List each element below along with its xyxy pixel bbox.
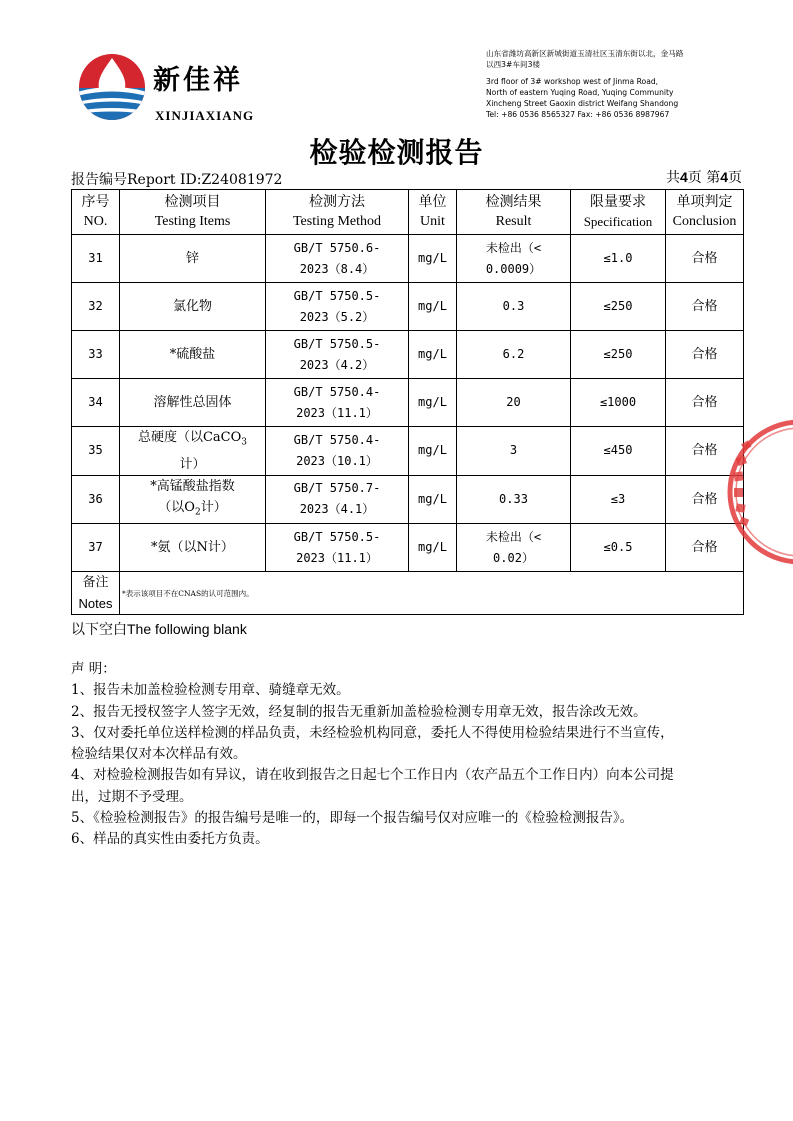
declaration-item: 4、对检验检测报告如有异议，请在收到报告之日起七个工作日内（农产品五个工作日内）向本公司提: [71, 767, 674, 784]
brand-name-cn: 新佳祥: [153, 65, 243, 96]
cell-item: *氨（以N计）: [120, 524, 266, 572]
declaration-item: 3、仅对委托单位送样检测的样品负责，未经检验机构同意，委托人不得使用检验结果进行不当宣传，: [71, 724, 674, 741]
cell-method: GB/T 5750.6- 2023（8.4）: [266, 235, 409, 283]
cell-conclusion: 合格: [666, 283, 744, 331]
cell-result: 6.2: [457, 331, 571, 379]
header-conclusion: 单项判定 Conclusion: [666, 190, 744, 235]
cell-result: 未检出（< 0.02）: [457, 524, 571, 572]
cell-no: 37: [72, 524, 120, 572]
results-table: [71, 189, 744, 615]
report-id: 报告编号Report ID:Z24081972: [71, 172, 283, 188]
notes-label: 备注 Notes: [72, 572, 120, 615]
header-method: 检测方法 Testing Method: [266, 190, 409, 235]
cell-spec: ≤3: [571, 475, 666, 524]
declaration-item: 1、报告未加盖检验检测专用章、骑缝章无效。: [71, 682, 350, 699]
cell-conclusion: 合格: [666, 524, 744, 572]
cell-spec: ≤1000: [571, 379, 666, 427]
cell-item: 氯化物: [120, 283, 266, 331]
following-blank: 以下空白The following blank: [71, 621, 247, 638]
cell-result: 未检出（< 0.0009）: [457, 235, 571, 283]
table-row: [72, 427, 744, 476]
document-title: 检验检测报告: [309, 136, 484, 169]
cell-spec: ≤250: [571, 331, 666, 379]
header-item: 检测项目 Testing Items: [120, 190, 266, 235]
cell-no: 36: [72, 475, 120, 524]
cell-result: 3: [457, 427, 571, 476]
cell-unit: mg/L: [409, 283, 457, 331]
cell-unit: mg/L: [409, 331, 457, 379]
cell-method: GB/T 5750.4- 2023（10.1）: [266, 427, 409, 476]
header-no: 序号 NO.: [72, 190, 120, 235]
cell-conclusion: 合格: [666, 235, 744, 283]
cell-spec: ≤1.0: [571, 235, 666, 283]
cell-unit: mg/L: [409, 475, 457, 524]
cell-method: GB/T 5750.7- 2023（4.1）: [266, 475, 409, 524]
cell-item: 溶解性总固体: [120, 379, 266, 427]
cell-item: 总硬度（以CaCO$_3$ 计）: [120, 427, 266, 476]
cell-no: 32: [72, 283, 120, 331]
notes-row: [72, 572, 744, 615]
declaration-item: 6、样品的真实性由委托方负责。: [71, 831, 269, 848]
cell-unit: mg/L: [409, 427, 457, 476]
cell-method: GB/T 5750.5- 2023（5.2）: [266, 283, 409, 331]
header-result: 检测结果 Result: [457, 190, 571, 235]
cell-spec: ≤250: [571, 283, 666, 331]
declaration-item: 2、报告无授权签字人签字无效，经复制的报告无重新加盖检验检测专用章无效，报告涂改无效。: [71, 703, 647, 720]
cell-method: GB/T 5750.5- 2023（11.1）: [266, 524, 409, 572]
notes-text: *表示该项目不在CNAS的认可范围内。: [120, 572, 744, 615]
address-cn: 山东省潍坊高新区新城街道玉清社区玉清东街以北，金马路 以西3#车间3楼: [486, 49, 684, 69]
header-spec: 限量要求 Specification: [571, 190, 666, 235]
cell-method: GB/T 5750.4- 2023（11.1）: [266, 379, 409, 427]
table-row: [72, 331, 744, 379]
cell-no: 35: [72, 427, 120, 476]
cell-spec: ≤450: [571, 427, 666, 476]
table-header-row: [72, 190, 744, 235]
address-en: 3rd floor of 3# workshop west of Jinma Road, North of eastern Yuqing Road, Yuqing Community Xincheng Street Gaoxin district Weifang Shandong Tel: +86 0536 8565327 Fax: +86 0536 8987967: [486, 77, 679, 119]
cell-conclusion: 合格: [666, 475, 744, 524]
cell-spec: ≤0.5: [571, 524, 666, 572]
declaration-item: 5、《检验检测报告》的报告编号是唯一的，即每一个报告编号仅对应唯一的《检验检测报告》。: [71, 810, 634, 827]
declaration-item: 出，过期不予受理。: [71, 788, 193, 805]
declaration-heading: 声 明：: [71, 661, 116, 677]
header-unit: 单位 Unit: [409, 190, 457, 235]
page-info: 共4页 第4页: [665, 169, 742, 186]
cell-result: 0.33: [457, 475, 571, 524]
declaration-item: 检验结果仅对本次样品有效。: [71, 746, 247, 763]
cell-conclusion: 合格: [666, 427, 744, 476]
cell-conclusion: 合格: [666, 331, 744, 379]
table-row: [72, 379, 744, 427]
cell-conclusion: 合格: [666, 379, 744, 427]
cell-unit: mg/L: [409, 235, 457, 283]
table-row: [72, 524, 744, 572]
inspection-seal-stamp-icon: [720, 412, 793, 572]
table-row: [72, 283, 744, 331]
cell-no: 34: [72, 379, 120, 427]
cell-method: GB/T 5750.5- 2023（4.2）: [266, 331, 409, 379]
cell-no: 33: [72, 331, 120, 379]
company-logo-icon: [77, 52, 147, 122]
cell-no: 31: [72, 235, 120, 283]
cell-item: 锌: [120, 235, 266, 283]
cell-item: *高锰酸盐指数 （以$O_2$计）: [120, 475, 266, 524]
cell-result: 20: [457, 379, 571, 427]
table-row: [72, 235, 744, 283]
declaration: [71, 659, 743, 851]
table-row: [72, 475, 744, 524]
cell-unit: mg/L: [409, 379, 457, 427]
cell-item: *硫酸盐: [120, 331, 266, 379]
cell-unit: mg/L: [409, 524, 457, 572]
brand-name-en: XINJIAXIANG: [155, 108, 255, 123]
cell-result: 0.3: [457, 283, 571, 331]
